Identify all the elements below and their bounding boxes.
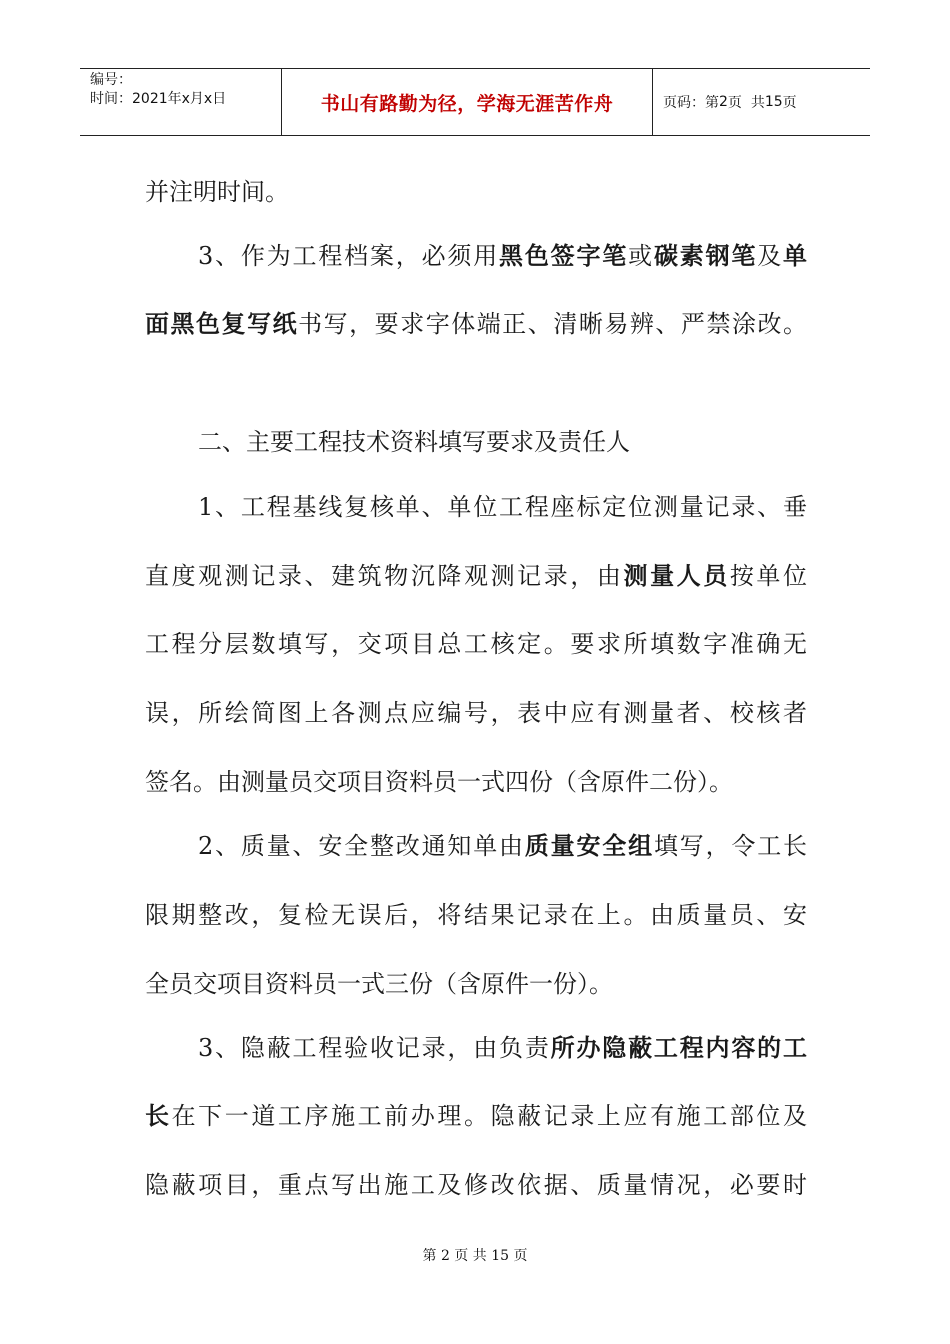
bold-text: 质量安全组: [524, 832, 654, 860]
text-span: 按单位: [729, 562, 807, 590]
text-line: 1、工程基线复核单、单位工程座标定位测量记录、垂: [198, 493, 807, 521]
text-line: 全员交项目资料员一式三份（含原件一份）。: [145, 970, 613, 998]
page-header: [80, 68, 870, 136]
footer-total: 15: [491, 1248, 510, 1264]
text-span: 直度观测记录、建筑物沉降观测记录，由: [145, 562, 624, 590]
text-line: [198, 238, 807, 274]
text-line: [145, 1098, 807, 1134]
text-line: 隐蔽项目，重点写出施工及修改依据、质量情况，必要时: [145, 1171, 807, 1199]
text-line: 工程分层数填写，交项目总工核定。要求所填数字准确无: [145, 630, 807, 658]
text-line: 并注明时间。: [145, 178, 289, 206]
document-number-label: 编号：: [90, 72, 132, 88]
bold-text: 测量人员: [623, 562, 730, 590]
footer-suffix: 页: [509, 1248, 528, 1264]
page-footer: [0, 1245, 950, 1265]
document-time-label: 时间：2021年x月x日: [90, 91, 227, 107]
footer-prefix: 第: [422, 1248, 441, 1264]
text-line: 签名。由测量员交项目资料员一式四份（含原件二份）。: [145, 768, 733, 796]
page-total: 15: [764, 94, 783, 110]
bold-text: 长: [145, 1102, 172, 1130]
text-span: 2、质量、安全整改通知单由: [198, 832, 525, 860]
footer-current: 2: [440, 1248, 450, 1264]
text-line: 限期整改，复检无误后，将结果记录在上。由质量员、安: [145, 901, 807, 929]
bold-text: 面黑色复写纸: [145, 310, 299, 338]
page-suffix: 页: [782, 95, 797, 111]
text-span: 及: [757, 242, 784, 270]
text-span: 在下一道工序施工前办理。隐蔽记录上应有施工部位及: [171, 1102, 807, 1130]
text-span: 书写，要求字体端正、清晰易辨、严禁涂改。: [298, 310, 807, 338]
page-prefix: 页码：第: [663, 95, 719, 111]
text-span: 3、隐蔽工程验收记录，由负责: [198, 1034, 551, 1062]
bold-text: 单: [783, 242, 807, 270]
bold-text: 所办隐蔽工程内容的工: [550, 1034, 807, 1062]
header-motto: 书山有路勤为径，学海无涯苦作舟: [281, 69, 653, 135]
text-span: 3、作为工程档案，必须用: [198, 242, 500, 270]
section-heading: 二、主要工程技术资料填写要求及责任人: [198, 428, 630, 456]
page-middle: 页 共: [727, 95, 765, 111]
text-line: [145, 558, 807, 594]
text-line: [145, 306, 807, 342]
text-line: 误，所绘简图上各测点应编号，表中应有测量者、校核者: [145, 699, 807, 727]
page-current: 2: [719, 94, 728, 110]
text-line: [198, 1030, 807, 1066]
text-span: 填写，令工长: [653, 832, 807, 860]
bold-text: 黑色签字笔: [499, 242, 629, 270]
header-page-info: [653, 69, 870, 135]
bold-text: 碳素钢笔: [653, 242, 758, 270]
header-meta: [80, 69, 281, 135]
text-span: 或: [628, 242, 654, 270]
footer-middle: 页 共: [449, 1248, 492, 1264]
text-line: [198, 828, 807, 864]
